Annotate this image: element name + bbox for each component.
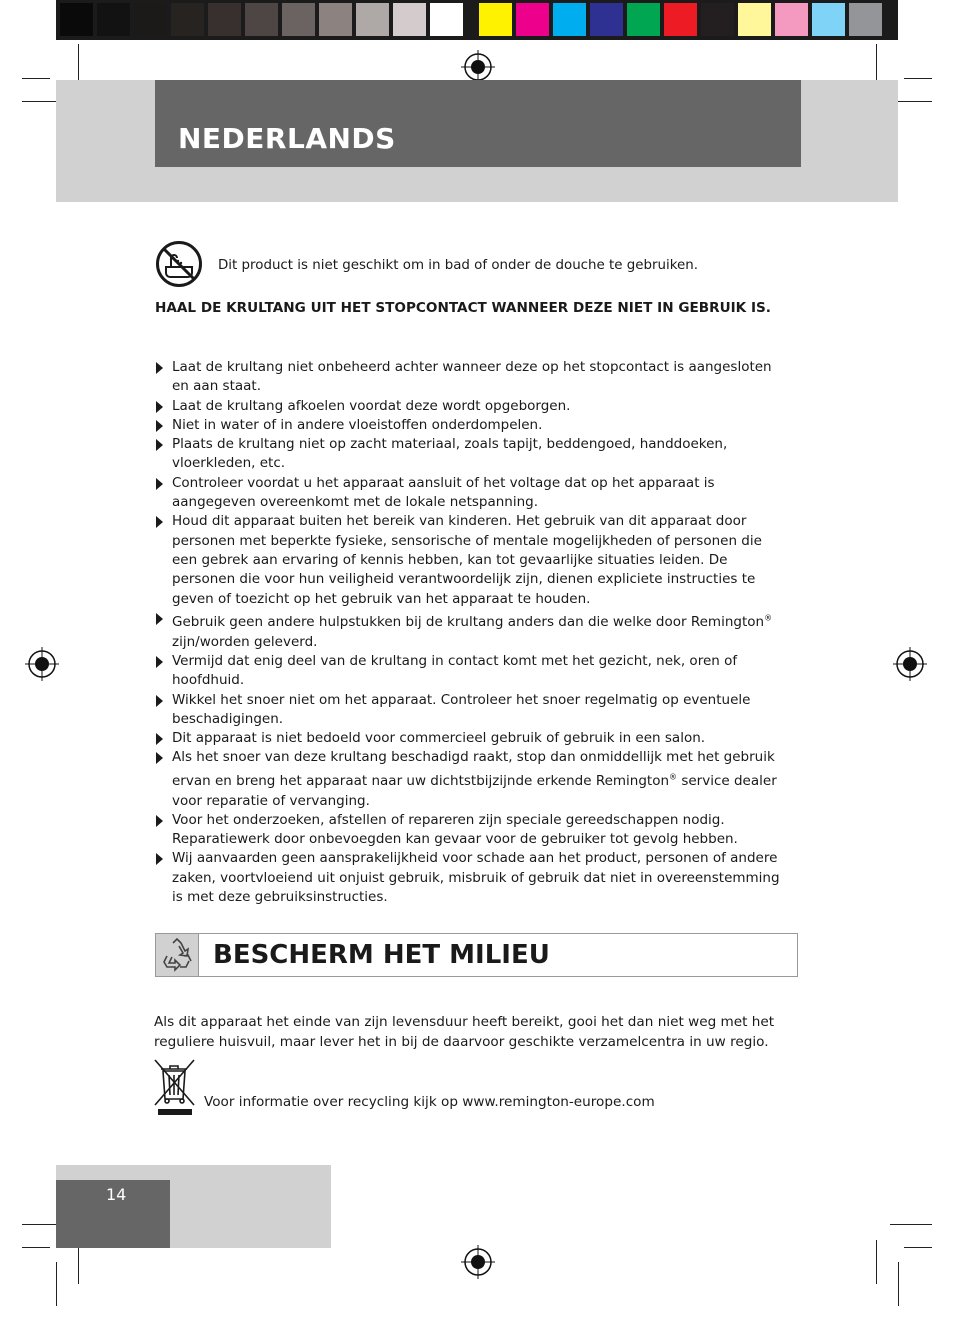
bullet-arrow-icon [156, 420, 163, 432]
list-item: Voor het onderzoeken, afstellen of repareren zijn speciale gereedschappen nodig. Reparatiewerk door onbevoegden kan gevaar voor de gebruiker tot gevolg hebben. [154, 811, 784, 850]
color-swatch [245, 3, 278, 36]
registration-mark-icon [461, 1245, 495, 1279]
color-swatch [208, 3, 241, 36]
page-number: 14 [106, 1185, 127, 1204]
bullet-arrow-icon [156, 362, 163, 374]
section-icon-box [155, 933, 199, 977]
color-swatch [701, 3, 734, 36]
color-swatch [590, 3, 623, 36]
crop-mark [56, 1262, 57, 1306]
color-swatch [282, 3, 315, 36]
list-item: Gebruik geen andere hulpstukken bij de krultang anders dan die welke door Remington® zijn/worden geleverd. [154, 609, 784, 652]
list-item: Niet in water of in andere vloeistoffen onderdompelen. [154, 416, 784, 435]
recycle-icon [156, 934, 198, 976]
bullet-arrow-icon [156, 478, 163, 490]
safety-heading: HAAL DE KRULTANG UIT HET STOPCONTACT WANNEER DEZE NIET IN GEBRUIK IS. [155, 300, 771, 316]
bullet-arrow-icon [156, 516, 163, 528]
crop-mark [876, 1240, 877, 1284]
bullet-arrow-icon [156, 695, 163, 707]
color-swatch [479, 3, 512, 36]
registration-mark-icon [893, 647, 927, 681]
crop-mark [898, 1262, 899, 1306]
crossed-out-bin-icon [152, 1057, 198, 1117]
color-swatch [171, 3, 204, 36]
registration-mark-icon [461, 50, 495, 84]
color-swatch [430, 3, 463, 36]
color-swatch [664, 3, 697, 36]
color-swatch [97, 3, 130, 36]
color-swatch [627, 3, 660, 36]
bullet-arrow-icon [156, 613, 163, 625]
color-swatch [812, 3, 845, 36]
list-item: Controleer voordat u het apparaat aansluit of het voltage dat op het apparaat is aangegeven overeenkomt met de lokale netspanning. [154, 474, 784, 513]
color-swatch [738, 3, 771, 36]
printer-color-bar [56, 0, 898, 40]
color-swatch [134, 3, 167, 36]
list-item: Vermijd dat enig deel van de krultang in contact komt met het gezicht, nek, oren of hoofdhuid. [154, 652, 784, 691]
list-item: Dit apparaat is niet bedoeld voor commercieel gebruik of gebruik in een salon. [154, 729, 784, 748]
registration-mark-icon [25, 647, 59, 681]
color-swatch [393, 3, 426, 36]
color-swatch [553, 3, 586, 36]
no-bath-shower-icon [155, 240, 203, 288]
bullet-arrow-icon [156, 752, 163, 764]
color-swatch [60, 3, 93, 36]
color-swatch [356, 3, 389, 36]
color-swatch [775, 3, 808, 36]
list-item: Houd dit apparaat buiten het bereik van kinderen. Het gebruik van dit apparaat door personen met beperkte fysieke, sensorische of mentale mogelijkheden of personen die een gebrek aan ervaring of kennis hebben, kan tot gevaarlijke situaties leiden. De personen die voor hun veiligheid verantwoordelijk zijn, dienen expliciete instructies te geven of toezicht op het gebruik van het apparaat te houden. [154, 512, 784, 608]
crop-mark [904, 78, 932, 79]
recycling-info-text: Voor informatie over recycling kijk op www.remington-europe.com [204, 1094, 655, 1110]
list-item: Plaats de krultang niet op zacht materiaal, zoals tapijt, beddengoed, handdoeken, vloerkleden, etc. [154, 435, 784, 474]
crop-mark [904, 1247, 932, 1248]
list-item: Laat de krultang afkoelen voordat deze wordt opgeborgen. [154, 397, 784, 416]
safety-bullet-list [154, 358, 784, 907]
bullet-arrow-icon [156, 401, 163, 413]
color-swatch [319, 3, 352, 36]
color-swatch [516, 3, 549, 36]
crop-mark [22, 1247, 50, 1248]
list-item: Laat de krultang niet onbeheerd achter wanneer deze op het stopcontact is aangesloten en aan staat. [154, 358, 784, 397]
list-item: Wikkel het snoer niet om het apparaat. Controleer het snoer regelmatig op eventuele beschadigingen. [154, 691, 784, 730]
page-title: NEDERLANDS [178, 122, 396, 155]
bullet-arrow-icon [156, 733, 163, 745]
warning-text: Dit product is niet geschikt om in bad of onder de douche te gebruiken. [218, 258, 698, 273]
list-item: Wij aanvaarden geen aansprakelijkheid voor schade aan het product, personen of andere zaken, voortvloeiend uit onjuist gebruik, misbruik of gebruik dat niet in overeenstemming is met deze gebruiksinstructies. [154, 849, 784, 907]
list-item: Als het snoer van deze krultang beschadigd raakt, stop dan onmiddellijk met het gebruik ervan en breng het apparaat naar uw dichtstbijzijnde erkende Remington® service dealer voor reparatie of vervanging. [154, 748, 784, 810]
bullet-arrow-icon [156, 656, 163, 668]
crop-mark [22, 78, 50, 79]
bullet-arrow-icon [156, 853, 163, 865]
bullet-arrow-icon [156, 439, 163, 451]
bullet-arrow-icon [156, 815, 163, 827]
section-title: BESCHERM HET MILIEU [213, 940, 550, 970]
crop-mark [890, 1224, 932, 1225]
color-swatch [849, 3, 882, 36]
environment-text: Als dit apparaat het einde van zijn levensduur heeft bereikt, gooi het dan niet weg met het reguliere huisvuil, maar lever het in bij de daarvoor geschikte verzamelcentra in uw regio. [154, 1014, 775, 1050]
